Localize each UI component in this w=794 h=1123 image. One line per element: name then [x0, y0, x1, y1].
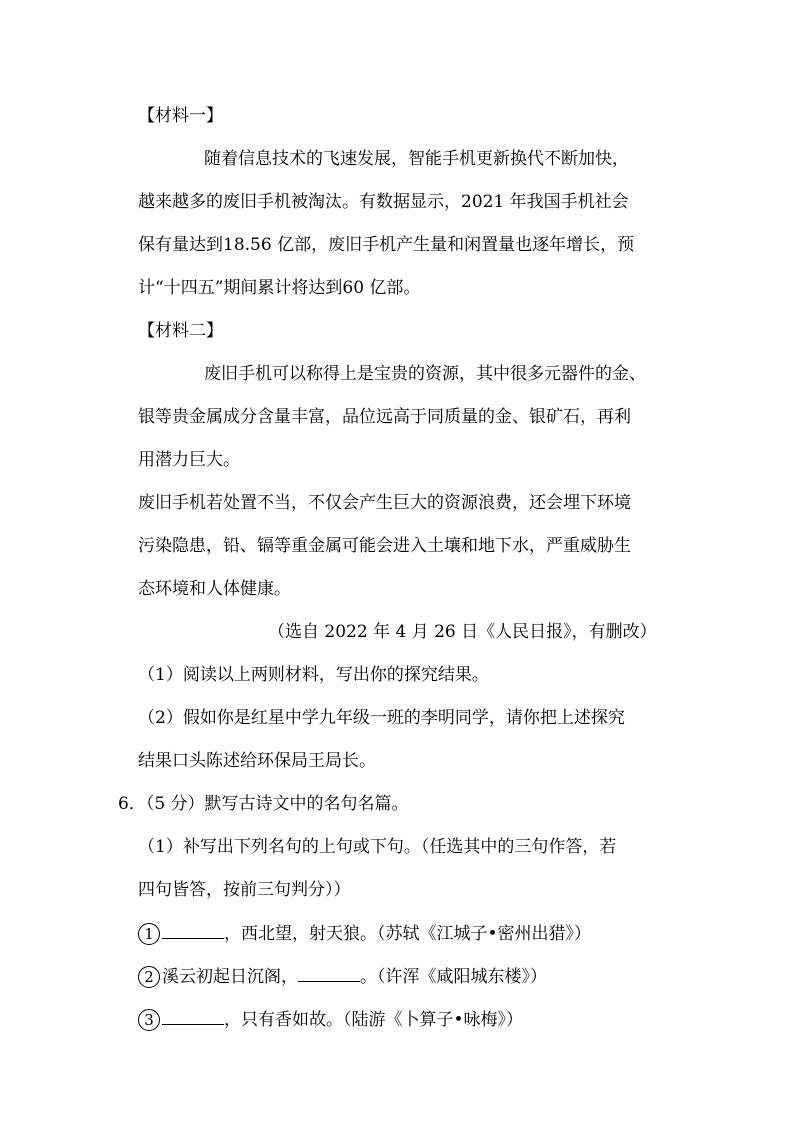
circled-number-1: 1: [138, 923, 160, 945]
material2-line-6: 态环境和人体健康。: [138, 579, 291, 599]
question6-instruction-2: 四句皆答，按前三句判分））: [138, 880, 351, 900]
fill-item-2-before: 溪云初起日沉阁，: [162, 967, 298, 987]
answer-blank-1[interactable]: [162, 922, 224, 939]
answer-blank-3[interactable]: [162, 1008, 224, 1025]
fill-item-3-after: ，只有香如故。（陆游《卜算子•咏梅》）: [224, 1010, 524, 1030]
circled-number-3: 3: [138, 1009, 160, 1031]
task-2-continued: 结果口头陈述给环保局王局长。: [138, 751, 376, 771]
material2-source: （选自 2022 年 4 月 26 日《人民日报》，有删改）: [268, 622, 657, 642]
fill-item-2-after: 。（许浑《咸阳城东楼》）: [360, 967, 547, 987]
material1-line-4: 计“十四五”期间累计将达到60 亿部。: [138, 278, 421, 298]
task-2: （2）假如你是红星中学九年级一班的李明同学，请你把上述探究: [138, 708, 625, 728]
material2-line-4: 废旧手机若处置不当，不仅会产生巨大的资源浪费，还会埋下环境: [138, 493, 631, 513]
task-1: （1）阅读以上两则材料，写出你的探究结果。: [138, 665, 489, 685]
fill-item-1-after: ，西北望，射天狼。（苏轼《江城子•密州出猎》）: [224, 924, 592, 944]
material1-line-1: 随着信息技术的飞速发展，智能手机更新换代不断加快，: [204, 149, 629, 169]
material2-line-1: 废旧手机可以称得上是宝贵的资源，其中很多元器件的金、: [204, 364, 646, 384]
material2-heading: 【材料二】: [138, 321, 223, 341]
material2-line-2: 银等贵金属成分含量丰富，品位远高于同质量的金、银矿石，再利: [138, 407, 631, 427]
fill-item-2: [138, 965, 547, 987]
material1-heading: 【材料一】: [138, 106, 223, 126]
question-number: 6．: [118, 794, 146, 814]
material1-line-2: 越来越多的废旧手机被淘汰。有数据显示，2021 年我国手机社会: [138, 192, 629, 212]
material2-line-5: 污染隐患，铅、镉等重金属可能会进入土壤和地下水，严重威胁生: [138, 536, 631, 556]
answer-blank-2[interactable]: [298, 965, 360, 982]
circled-number-2: 2: [138, 966, 160, 988]
material1-line-3: 保有量达到18.56 亿部，废旧手机产生量和闲置量也逐年增长，预: [138, 235, 635, 255]
fill-item-1: [138, 922, 591, 944]
question6-header: [118, 793, 409, 815]
question-title: （5 分）默写古诗文中的名句名篇。: [145, 794, 409, 814]
material2-line-3: 用潜力巨大。: [138, 450, 240, 470]
question6-instruction-1: （1）补写出下列名句的上句或下句。（任选其中的三句作答，若: [138, 837, 617, 857]
fill-item-3: [138, 1008, 523, 1030]
